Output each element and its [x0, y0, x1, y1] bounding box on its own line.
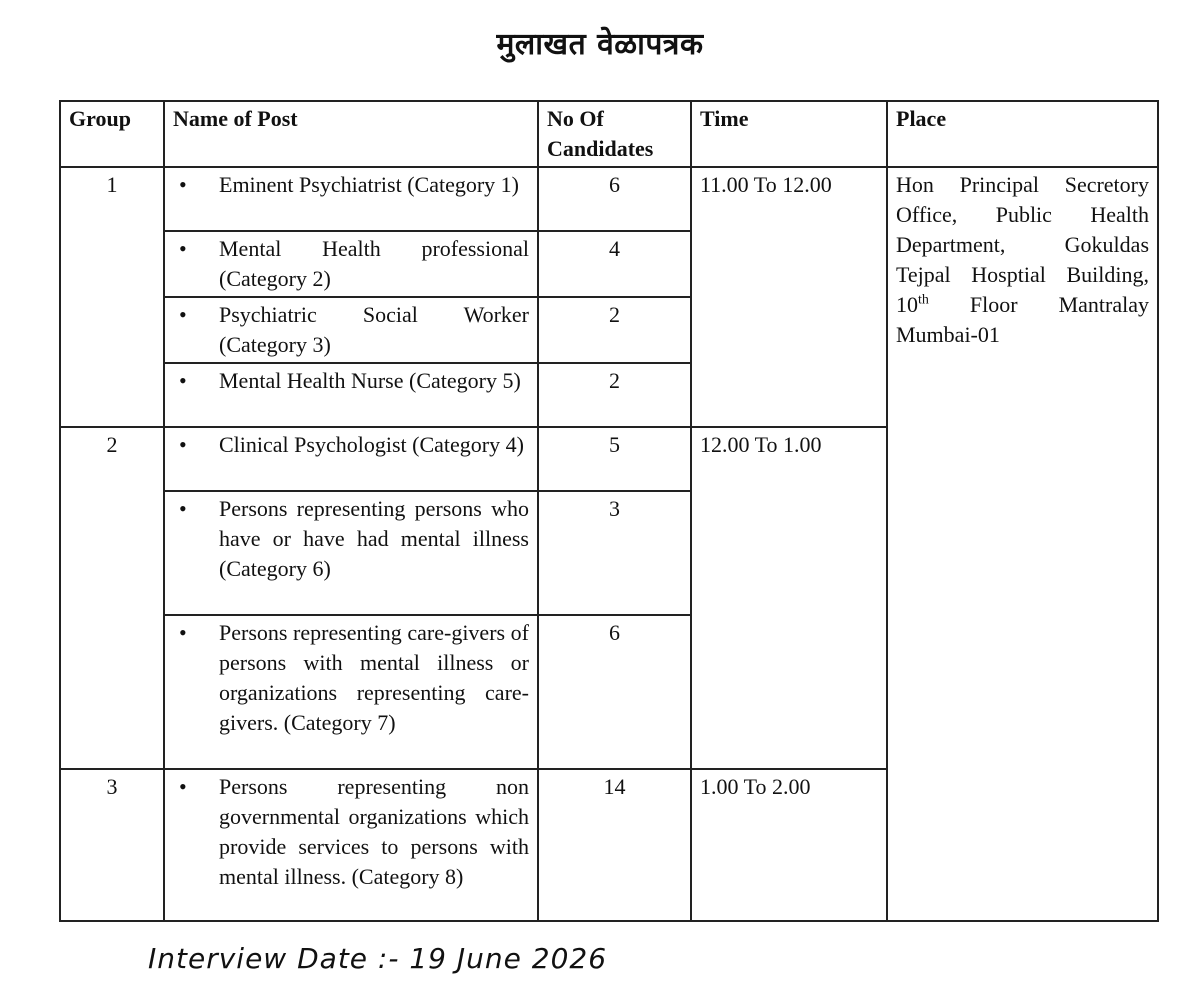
post-cell — [164, 167, 538, 231]
header-group: Group — [60, 101, 164, 167]
bullet-icon: • — [179, 302, 187, 327]
bullet-icon: • — [179, 432, 187, 457]
bullet-icon: • — [179, 172, 187, 197]
candidate-count: 14 — [538, 769, 691, 921]
group-number: 3 — [60, 769, 164, 921]
place-cell — [887, 167, 1158, 921]
candidate-count: 6 — [538, 615, 691, 769]
post-cell — [164, 615, 538, 769]
bullet-icon: • — [179, 620, 187, 645]
post-cell — [164, 769, 538, 921]
group-number: 1 — [60, 167, 164, 427]
bullet-icon: • — [179, 236, 187, 261]
candidate-count: 3 — [538, 491, 691, 615]
group-time: 11.00 To 12.00 — [691, 167, 887, 427]
candidate-count: 2 — [538, 297, 691, 363]
post-name: Persons representing non governmental organizations which provide services to persons with mental illness. (Category 8) — [219, 774, 529, 889]
post-name: Clinical Psychologist (Category 4) — [219, 432, 524, 457]
header-candidates: No Of Candidates — [538, 101, 691, 167]
interview-date-note: Interview Date :- 19 June 2026 — [148, 942, 608, 975]
bullet-icon: • — [179, 774, 187, 799]
header-row — [60, 101, 1158, 167]
candidate-count: 6 — [538, 167, 691, 231]
candidate-count: 2 — [538, 363, 691, 427]
post-cell — [164, 297, 538, 363]
place-text-end: Floor Mantralay Mumbai-01 — [896, 292, 1149, 347]
group-time: 12.00 To 1.00 — [691, 427, 887, 769]
post-name: Mental Health professional (Category 2) — [219, 236, 529, 291]
bullet-icon: • — [179, 496, 187, 521]
group-number: 2 — [60, 427, 164, 769]
post-cell — [164, 363, 538, 427]
table-row — [60, 167, 1158, 231]
place-superscript: th — [918, 292, 929, 308]
post-name: Psychiatric Social Worker (Category 3) — [219, 302, 529, 357]
post-name: Persons representing persons who have or have had mental illness (Category 6) — [219, 496, 529, 581]
page-title: मुलाखत वेळापत्रक — [496, 27, 704, 62]
post-cell — [164, 427, 538, 491]
header-place: Place — [887, 101, 1158, 167]
header-post: Name of Post — [164, 101, 538, 167]
header-time: Time — [691, 101, 887, 167]
post-name: Mental Health Nurse (Category 5) — [219, 368, 521, 393]
bullet-icon: • — [179, 368, 187, 393]
post-name: Eminent Psychiatrist (Category 1) — [219, 172, 519, 197]
post-cell — [164, 491, 538, 615]
group-time: 1.00 To 2.00 — [691, 769, 887, 921]
post-cell — [164, 231, 538, 297]
place-text: Hon Principal Secretory Office, Public Health Department, Gokuldas Tejpal Hosptial Building, 10 — [896, 172, 1149, 317]
interview-schedule-table — [59, 100, 1159, 922]
post-name: Persons representing care-givers of persons with mental illness or organizations representing care-givers. (Category 7) — [219, 620, 529, 735]
candidate-count: 5 — [538, 427, 691, 491]
candidate-count: 4 — [538, 231, 691, 297]
